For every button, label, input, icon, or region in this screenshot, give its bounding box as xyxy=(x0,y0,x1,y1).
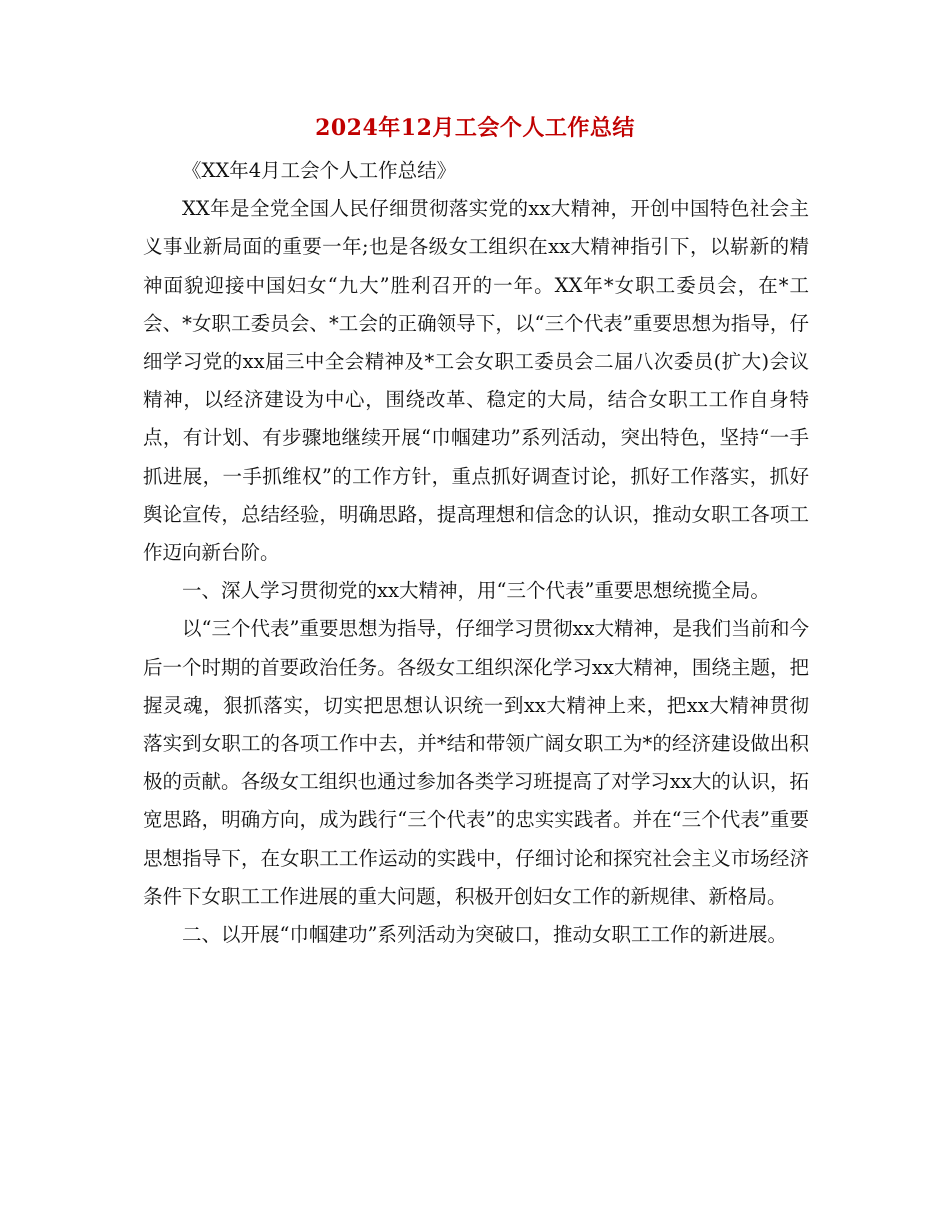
paragraph-section-1-body: 以“三个代表”重要思想为指导，仔细学习贯彻xx大精神，是我们当前和今后一个时期的首要政治任务。各级女工组织深化学习xx大精神，围绕主题，把握灵魂，狠抓落实，切实把思想认识统一到xx大精神上来，把xx大精神贯彻落实到女职工的各项工作中去，并*结和带领广阔女职工为*的经济建设做出积极的贡献。各级女工组织也通过参加各类学习班提高了对学习xx大的认识，拓宽思路，明确方向，成为践行“三个代表”的忠实实践者。并在“三个代表”重要思想指导下，在女职工工作运动的实践中，仔细讨论和探究社会主义市场经济条件下女职工工作进展的重大问题，积极开创妇女工作的新规律、新格局。 xyxy=(143,617,809,908)
paragraph-section-1-heading: 一、深人学习贯彻党的xx大精神，用“三个代表”重要思想统揽全局。 xyxy=(182,579,770,603)
paragraph-intro: XX年是全党全国人民仔细贯彻落实党的xx大精神，开创中国特色社会主义事业新局面的重要一年;也是各级女工组织在xx大精神指引下，以崭新的精神面貌迎接中国妇女“九大”胜利召开的一年。XX年*女职工委员会，在*工会、*女职工委员会、*工会的正确领导下，以“三个代表”重要思想为指导，仔细学习党的xx届三中全会精神及*工会女职工委员会二届八次委员(扩大)会议精神，以经济建设为中心，围绕改革、稳定的大局，结合女职工工作自身特点，有计划、有步骤地继续开展“巾帼建功”系列活动，突出特色，坚持“一手抓进展，一手抓维权”的工作方针，重点抓好调查讨论，抓好工作落实，抓好舆论宣传，总结经验，明确思路，提高理想和信念的认识，推动女职工各项工作迈向新台阶。 xyxy=(143,197,809,565)
document-body xyxy=(143,152,809,954)
document-title: 2024年12月工会个人工作总结 xyxy=(315,115,635,141)
paragraph-section-2-heading: 二、以开展“巾帼建功”系列活动为突破口，推动女职工工作的新进展。 xyxy=(182,923,787,947)
paragraph-source-title: 《XX年4月工会个人工作总结》 xyxy=(182,159,457,182)
